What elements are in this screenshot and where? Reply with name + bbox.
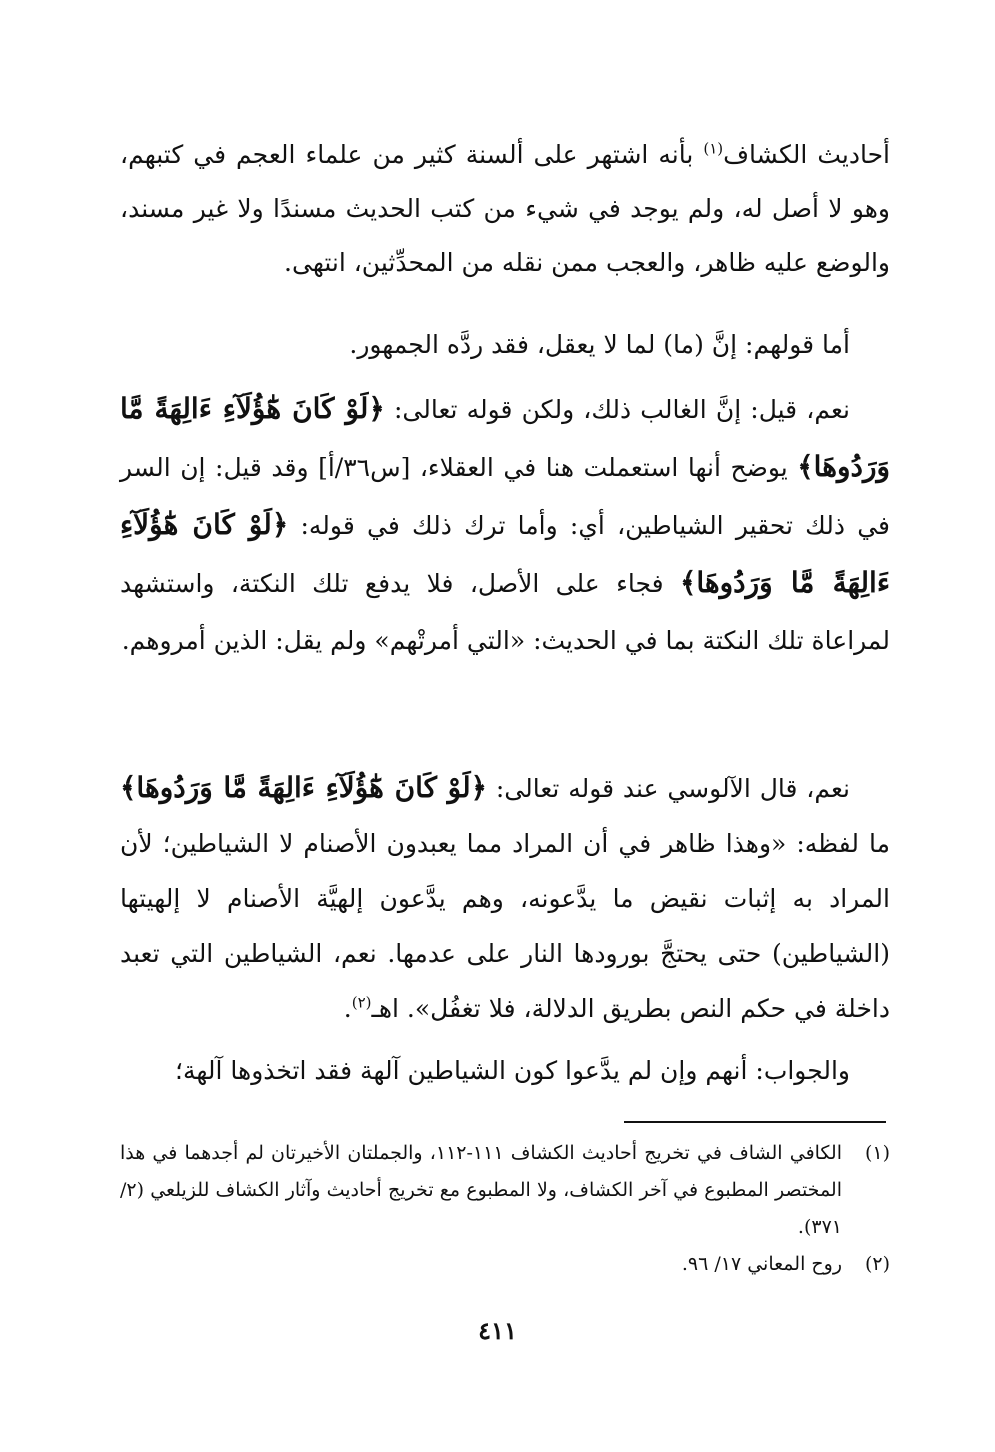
footnote-ref-1[interactable]: (١): [703, 139, 724, 158]
page-number: ٤١١: [478, 1316, 517, 1345]
p3-text-part1: نعم، قيل: إنَّ الغالب ذلك، ولكن قوله تعالى:: [384, 395, 850, 424]
quran-verse-1: ﴿لَوْ كَانَ هَٰٓؤُلَآءِ ءَالِهَةً مَّا وَرَدُوهَا﴾: [120, 392, 890, 483]
footnote-number: (٢): [864, 1253, 890, 1275]
p1-text-after-ref: بأنه اشتهر على ألسنة كثير من علماء العجم في كتبهم، وهو لا أصل له، ولم يوجد في شيء من كتب الحديث مسندًا ولا غير مسند، والوضع عليه ظاهر، والعجب ممن نقله من المحدِّثين، انتهى.: [120, 140, 890, 277]
footnote-number: (١): [864, 1142, 890, 1164]
footnote-item: [120, 1135, 890, 1246]
p2-text: أما قولهم: إنَّ (ما) لما لا يعقل، فقد ردَّه الجمهور.: [349, 330, 850, 359]
paragraph-kashshaf-hadith: [120, 128, 890, 290]
paragraph-alusi-quote: [120, 760, 890, 1036]
footnote-text: روح المعاني ١٧/ ٩٦.: [681, 1253, 842, 1275]
paragraph-ma-for-non-rational: [120, 318, 890, 372]
p3-text-part2: يوضح أنها استعملت هنا في العقلاء، [س٣٦/أ] وقد قيل: إن السر في ذلك تحقير الشياطين، أي: وأما ترك ذلك في قوله:: [120, 453, 890, 540]
footnote-item: [120, 1246, 890, 1283]
footnote-separator: [624, 1121, 886, 1123]
footnote-ref-2[interactable]: (٢): [351, 993, 372, 1012]
quran-verse-2: ﴿لَوْ كَانَ هَٰٓؤُلَآءِ ءَالِهَةً مَّا وَرَدُوهَا﴾: [120, 508, 890, 599]
p4-text-part2: ما لفظه: «وهذا ظاهر في أن المراد مما يعبدون الأصنام لا الشياطين؛ لأن المراد به إثبات نقيض ما يدَّعونه، وهم يدَّعون إلهيَّة الأصنام لا إلهيتها (الشياطين) حتى يحتجَّ بورودها النار على عدمها. نعم، الشياطين التي تعبد داخلة في حكم النص بطريق الدلالة، فلا تغفُل». اهـ: [120, 829, 890, 1023]
footnotes: [120, 1135, 890, 1283]
p4-text-part1: نعم، قال الآلوسي عند قوله تعالى:: [487, 774, 850, 803]
p3-text-part3: فجاء على الأصل، فلا يدفع تلك النكتة، واستشهد لمراعاة تلك النكتة بما في الحديث: «التي أمرتْهم» ولم يقل: الذين أمروهم.: [120, 569, 890, 655]
p4-text-end: .: [343, 994, 352, 1023]
footnote-text: الكافي الشاف في تخريج أحاديث الكشاف ١١١-١١٢، والجملتان الأخيرتان لم أجدهما في هذا المختصر المطبوع في آخر الكشاف، ولا المطبوع مع تخريج أحاديث وآثار الكشاف للزيلعي (٢/ ٣٧١).: [120, 1142, 842, 1238]
paragraph-ghalib-exception: [120, 380, 890, 669]
quran-verse-3: ﴿لَوْ كَانَ هَٰٓؤُلَآءِ ءَالِهَةً مَّا وَرَدُوهَا﴾: [120, 771, 488, 804]
p1-text-before-ref: أحاديث الكشاف: [723, 140, 891, 169]
p5-text: والجواب: أنهم وإن لم يدَّعوا كون الشياطين آلهة فقد اتخذوها آلهة؛: [175, 1056, 850, 1085]
paragraph-answer: [120, 1044, 890, 1098]
